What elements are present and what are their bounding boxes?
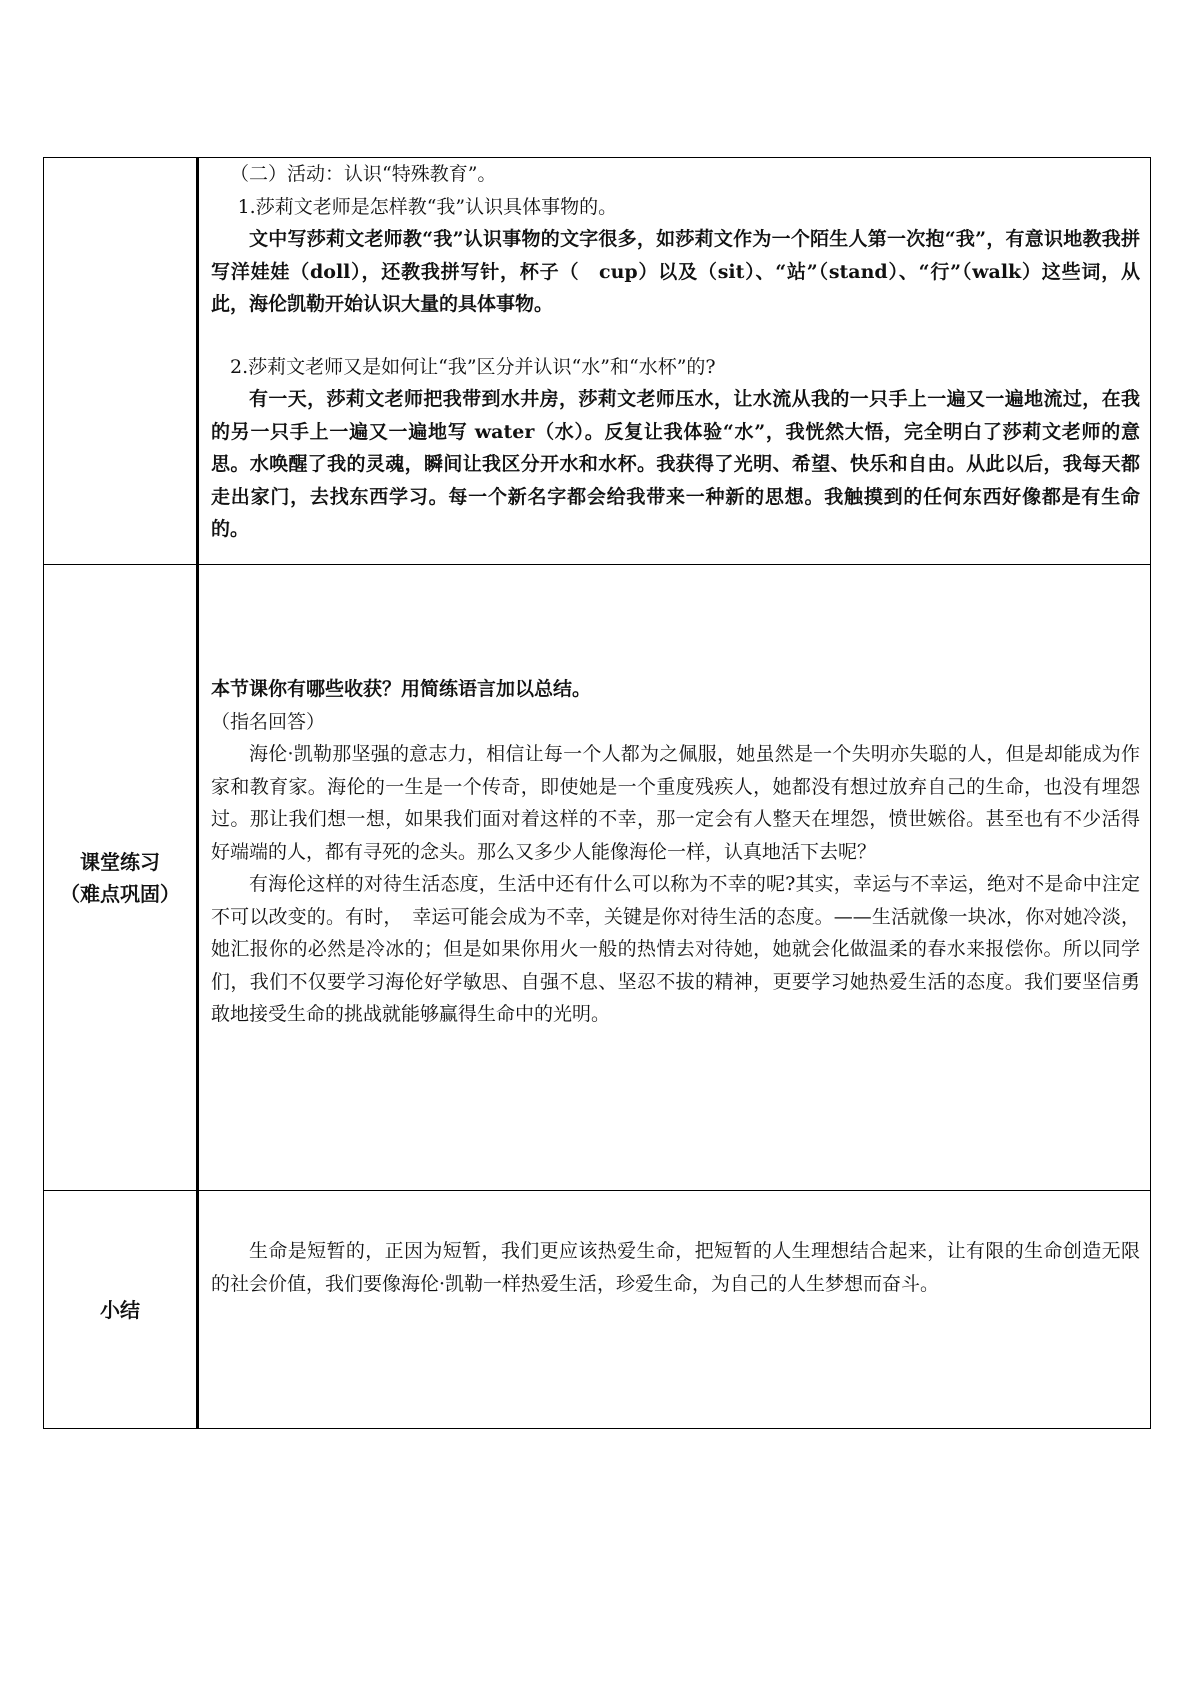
practice-label-line1: 课堂练习 (80, 849, 160, 874)
practice-content-cell (198, 565, 1151, 1191)
question-1: 1.莎莉文老师是怎样教“我”认识具体事物的。 (237, 195, 618, 218)
summary-paragraph: 生命是短暂的，正因为短暂，我们更应该热爱生命，把短暂的人生理想结合起来，让有限的生命创造无限的社会价值，我们要像海伦·凯勒一样热爱生活，珍爱生命，为自己的人生梦想而奋斗。 (211, 1240, 1140, 1295)
answer-1: 文中写莎莉文老师教“我”认识事物的文字很多，如莎莉文作为一个陌生人第一次抱“我”，有意识地教我拼写洋娃娃（doll），还教我拼写针，杯子（ cup）以及（sit）、“站”（stand）、“行”（walk）这些词，从此，海伦凯勒开始认识大量的具体事物。 (211, 228, 1140, 315)
practice-label-line2: （难点巩固） (60, 881, 180, 906)
activity-title: （二）活动：认识“特殊教育”。 (230, 163, 497, 185)
question-2: 2.莎莉文老师又是如何让“我”区分并认识“水”和“水杯”的? (230, 355, 716, 378)
activity-row (44, 158, 1151, 565)
summary-label-cell (44, 1191, 198, 1429)
activity-content-cell (198, 158, 1151, 565)
practice-label-cell (44, 565, 198, 1191)
answer-2: 有一天，莎莉文老师把我带到水井房，莎莉文老师压水，让水流从我的一只手上一遍又一遍地流过，在我的另一只手上一遍又一遍地写 water（水）。反复让我体验“水”，我恍然大悟，完全明白了莎莉文老师的意思。水唤醒了我的灵魂，瞬间让我区分开水和水杯。我获得了光明、希望、快乐和自由。从此以后，我每天都走出家门，去找东西学习。每一个新名字都会给我带来一种新的思想。我触摸到的任何东西好像都是有生命的。 (211, 388, 1140, 540)
spacer (211, 321, 1140, 351)
summary-content-cell (198, 1191, 1151, 1429)
practice-note: （指名回答） (211, 710, 326, 733)
practice-prompt: 本节课你有哪些收获？用简练语言加以总结。 (211, 678, 592, 700)
practice-row (44, 565, 1151, 1191)
practice-paragraph-1: 海伦·凯勒那坚强的意志力，相信让每一个人都为之佩服，她虽然是一个失明亦失聪的人，但是却能成为作家和教育家。海伦的一生是一个传奇，即使她是一个重度残疾人，她都没有想过放弃自己的生命，也没有埋怨过。那让我们想一想，如果我们面对着这样的不幸，那一定会有人整天在埋怨，愤世嫉俗。甚至也有不少活得好端端的人，都有寻死的念头。那么又多少人能像海伦一样，认真地活下去呢？ (211, 743, 1140, 863)
lesson-plan-table (43, 157, 1151, 1429)
summary-row (44, 1191, 1151, 1429)
summary-label: 小结 (100, 1297, 140, 1322)
activity-label-cell (44, 158, 198, 565)
practice-paragraph-2: 有海伦这样的对待生活态度，生活中还有什么可以称为不幸的呢?其实，幸运与不幸运，绝对不是命中注定不可以改变的。有时， 幸运可能会成为不幸，关键是你对待生活的态度。——生活就像一块冰，你对她冷淡，她汇报你的必然是冷冰的；但是如果你用火一般的热情去对待她，她就会化做温柔的春水来报偿你。所以同学们，我们不仅要学习海伦好学敏思、自强不息、坚忍不拔的精神，更要学习她热爱生活的态度。我们要坚信勇敢地接受生命的挑战就能够赢得生命中的光明。 (211, 873, 1140, 1025)
